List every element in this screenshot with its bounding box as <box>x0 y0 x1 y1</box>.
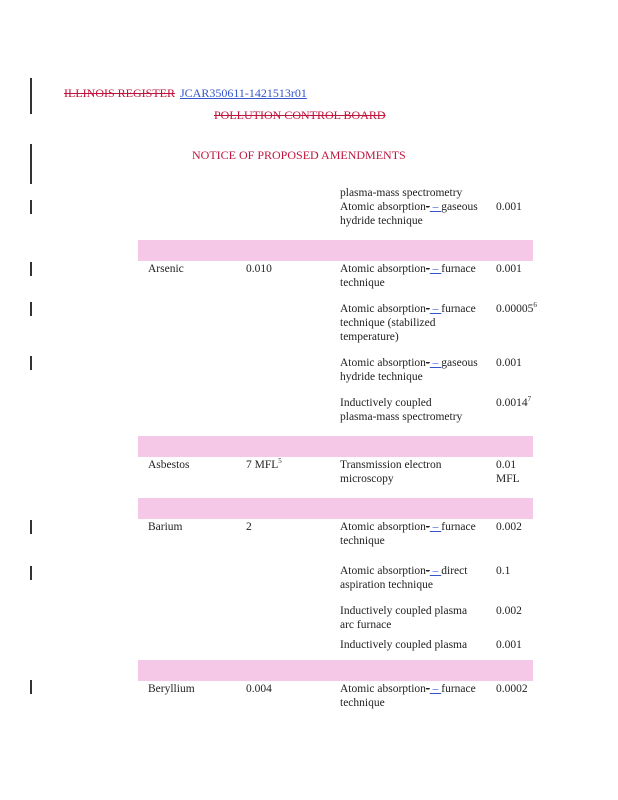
method-cell: Inductively coupled plasma <box>340 639 468 651</box>
mcl-value: 2 <box>246 521 252 533</box>
method-cell: Atomic absorption- – furnace <box>340 521 476 533</box>
row-separator-band <box>138 436 533 457</box>
change-bar <box>30 200 32 214</box>
mcl-value: 0.010 <box>246 263 272 275</box>
method-cell-line2: hydride technique <box>340 215 423 227</box>
method-cell: Inductively coupled <box>340 397 432 409</box>
method-cell-line2: technique <box>340 277 385 289</box>
footnote-ref: 5 <box>278 457 282 466</box>
method-cell: Transmission electron <box>340 459 442 471</box>
board-title: POLLUTION CONTROL BOARD <box>214 108 386 122</box>
contaminant-name: Beryllium <box>148 683 195 695</box>
detection-limit: 0.001 <box>496 201 522 213</box>
method-cell-line2: plasma-mass spectrometry <box>340 411 463 423</box>
detection-limit: 0.1 <box>496 565 511 577</box>
contaminant-name: Arsenic <box>148 263 184 275</box>
row-separator-band <box>138 660 533 681</box>
method-cell-line2: arc furnace <box>340 619 392 631</box>
change-bar <box>30 520 32 534</box>
change-bar <box>30 356 32 370</box>
method-cell-line3: temperature) <box>340 331 399 343</box>
method-cell: Atomic absorption- – furnace <box>340 303 476 315</box>
method-cell-line2: technique <box>340 697 385 709</box>
change-bar <box>30 566 32 580</box>
method-cell: Atomic absorption- – gaseous <box>340 357 478 369</box>
contaminant-name: Asbestos <box>148 459 190 471</box>
method-cell-line2: technique (stabilized <box>340 317 436 329</box>
method-cell-line2: aspiration technique <box>340 579 433 591</box>
notice-title: NOTICE OF PROPOSED AMENDMENTS <box>192 148 406 162</box>
detection-limit: 0.001 <box>496 357 522 369</box>
method-cell-line2: microscopy <box>340 473 394 485</box>
doc-code: JCAR350611-1421513r01 <box>180 86 307 100</box>
continuation-line: plasma-mass spectrometry <box>340 187 463 199</box>
method-cell: Atomic absorption- – direct <box>340 565 468 577</box>
change-bar <box>30 78 32 114</box>
mcl-value: 0.004 <box>246 683 272 695</box>
row-separator-band <box>138 240 533 261</box>
change-bar <box>30 262 32 276</box>
detection-limit: 0.001 <box>496 263 522 275</box>
detection-limit: 0.01 <box>496 459 517 471</box>
method-cell: Inductively coupled plasma <box>340 605 468 617</box>
method-cell-line2: technique <box>340 535 385 547</box>
method-cell: Atomic absorption- – furnace <box>340 683 476 695</box>
contaminant-name: Barium <box>148 521 183 533</box>
detection-limit-unit: MFL <box>496 473 520 485</box>
footnote-ref: 7 <box>527 395 532 404</box>
method-cell-line2: hydride technique <box>340 371 423 383</box>
change-bar <box>30 680 32 694</box>
detection-limit: 0.002 <box>496 605 522 617</box>
row-separator-band <box>138 498 533 519</box>
register-label: ILLINOIS REGISTER <box>64 86 175 100</box>
register-header <box>64 86 307 101</box>
footnote-ref: 6 <box>533 301 537 310</box>
method-cell: Atomic absorption- – gaseous <box>340 201 478 213</box>
detection-limit: 0.0002 <box>496 683 528 695</box>
detection-limit: 0.002 <box>496 521 522 533</box>
mcl-value: 7 MFL$^5$ <box>246 457 282 471</box>
detection-limit: 0.00005$^6$ <box>496 301 537 315</box>
change-bar <box>30 144 32 184</box>
detection-limit: 0.0014$^7$ <box>496 395 532 409</box>
change-bar <box>30 302 32 316</box>
detection-limit: 0.001 <box>496 639 522 651</box>
method-cell: Atomic absorption- – furnace <box>340 263 476 275</box>
